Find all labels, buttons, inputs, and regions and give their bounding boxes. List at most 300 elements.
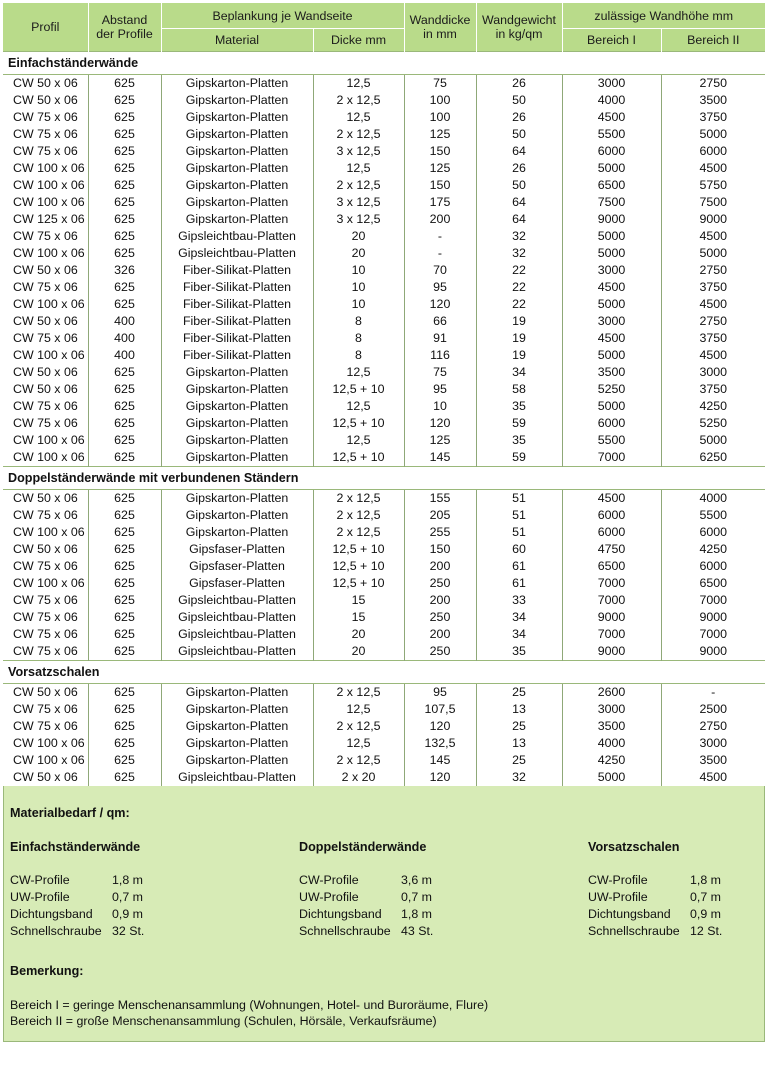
cell-wanddicke: - [404, 245, 476, 262]
table-row [3, 228, 765, 245]
table-row [3, 364, 765, 381]
cell-bereich1: 3000 [562, 75, 661, 93]
cell-dicke: 12,5 [313, 735, 404, 752]
cell-dicke: 10 [313, 279, 404, 296]
material-item-value: 0,9 m [690, 907, 721, 921]
cell-abstand: 625 [88, 490, 161, 508]
cell-material: Gipsleichtbau-Platten [161, 592, 313, 609]
cell-wanddicke: 125 [404, 160, 476, 177]
cell-bereich2: 6000 [661, 143, 765, 160]
col-header-abstand [88, 3, 161, 52]
cell-bereich2: 6500 [661, 575, 765, 592]
cell-profil: CW 75 x 06 [3, 626, 88, 643]
cell-bereich2: 7000 [661, 592, 765, 609]
cell-dicke: 2 x 12,5 [313, 177, 404, 194]
table-row [3, 490, 765, 508]
material-item [588, 923, 722, 940]
table-row [3, 245, 765, 262]
cell-bereich1: 4500 [562, 490, 661, 508]
col-header-bereich2: Bereich II [661, 29, 765, 52]
cell-bereich2: 9000 [661, 643, 765, 661]
material-item-value: 12 St. [690, 924, 723, 938]
cell-wanddicke: 120 [404, 415, 476, 432]
cell-abstand: 625 [88, 432, 161, 449]
cell-wandgewicht: 26 [476, 75, 562, 93]
cell-material: Gipsleichtbau-Platten [161, 609, 313, 626]
cell-abstand: 400 [88, 313, 161, 330]
cell-bereich2: 9000 [661, 609, 765, 626]
cell-bereich1: 5000 [562, 347, 661, 364]
cell-bereich2: 4500 [661, 160, 765, 177]
cell-abstand: 625 [88, 211, 161, 228]
cell-wanddicke: 145 [404, 752, 476, 769]
table-row [3, 398, 765, 415]
cell-material: Fiber-Silikat-Platten [161, 262, 313, 279]
cell-abstand: 625 [88, 126, 161, 143]
cell-profil: CW 75 x 06 [3, 507, 88, 524]
cell-wanddicke: 100 [404, 109, 476, 126]
section-header-row [3, 661, 765, 684]
cell-material: Fiber-Silikat-Platten [161, 296, 313, 313]
cell-wanddicke: 200 [404, 558, 476, 575]
cell-wanddicke: 70 [404, 262, 476, 279]
cell-wanddicke: 150 [404, 143, 476, 160]
cell-profil: CW 100 x 06 [3, 735, 88, 752]
material-item-label: CW-Profile [299, 873, 359, 887]
cell-abstand: 625 [88, 415, 161, 432]
cell-bereich1: 7000 [562, 626, 661, 643]
cell-profil: CW 75 x 06 [3, 330, 88, 347]
cell-bereich1: 5000 [562, 245, 661, 262]
material-group-title: Doppelständerwände [299, 840, 427, 854]
cell-dicke: 2 x 12,5 [313, 752, 404, 769]
col-header-material: Material [161, 29, 313, 52]
cell-abstand: 625 [88, 245, 161, 262]
material-item [299, 872, 432, 889]
cell-bereich2: 6250 [661, 449, 765, 467]
cell-bereich1: 4250 [562, 752, 661, 769]
cell-bereich2: 7500 [661, 194, 765, 211]
cell-abstand: 625 [88, 609, 161, 626]
cell-bereich1: 4500 [562, 279, 661, 296]
cell-bereich1: 7000 [562, 592, 661, 609]
cell-abstand: 625 [88, 92, 161, 109]
cell-abstand: 400 [88, 330, 161, 347]
cell-wanddicke: 120 [404, 769, 476, 786]
cell-wandgewicht: 59 [476, 415, 562, 432]
cell-material: Gipskarton-Platten [161, 684, 313, 702]
cell-bereich1: 4000 [562, 735, 661, 752]
cell-dicke: 20 [313, 228, 404, 245]
cell-profil: CW 100 x 06 [3, 449, 88, 467]
table-row [3, 296, 765, 313]
cell-dicke: 8 [313, 347, 404, 364]
table-row [3, 432, 765, 449]
material-item-value: 3,6 m [401, 873, 432, 887]
cell-bereich1: 9000 [562, 211, 661, 228]
cell-wanddicke: 100 [404, 92, 476, 109]
table-row [3, 347, 765, 364]
cell-wandgewicht: 35 [476, 432, 562, 449]
cell-bereich2: 2750 [661, 718, 765, 735]
cell-profil: CW 100 x 06 [3, 575, 88, 592]
cell-dicke: 8 [313, 330, 404, 347]
section-title: Vorsatzschalen [3, 661, 765, 684]
cell-material: Gipskarton-Platten [161, 177, 313, 194]
cell-material: Gipskarton-Platten [161, 432, 313, 449]
cell-abstand: 625 [88, 575, 161, 592]
cell-bereich2: 3750 [661, 279, 765, 296]
cell-abstand: 625 [88, 684, 161, 702]
cell-abstand: 625 [88, 109, 161, 126]
cell-bereich1: 4000 [562, 92, 661, 109]
cell-profil: CW 75 x 06 [3, 143, 88, 160]
cell-material: Gipskarton-Platten [161, 415, 313, 432]
cell-wandgewicht: 13 [476, 701, 562, 718]
table-row [3, 769, 765, 786]
cell-abstand: 326 [88, 262, 161, 279]
cell-material: Fiber-Silikat-Platten [161, 313, 313, 330]
cell-wandgewicht: 32 [476, 769, 562, 786]
cell-bereich1: 4500 [562, 109, 661, 126]
cell-abstand: 625 [88, 643, 161, 661]
cell-bereich2: 4500 [661, 347, 765, 364]
cell-profil: CW 75 x 06 [3, 398, 88, 415]
cell-bereich1: 6500 [562, 177, 661, 194]
material-item [588, 906, 721, 923]
material-item-value: 1,8 m [690, 873, 721, 887]
cell-dicke: 12,5 [313, 109, 404, 126]
cell-wanddicke: - [404, 228, 476, 245]
cell-bereich1: 3000 [562, 313, 661, 330]
cell-wanddicke: 107,5 [404, 701, 476, 718]
cell-wanddicke: 250 [404, 609, 476, 626]
cell-bereich2: 5000 [661, 126, 765, 143]
cell-bereich1: 6000 [562, 143, 661, 160]
cell-bereich2: - [661, 684, 765, 702]
cell-wanddicke: 200 [404, 626, 476, 643]
material-item-value: 1,8 m [401, 907, 432, 921]
material-item [10, 872, 143, 889]
cell-wanddicke: 75 [404, 364, 476, 381]
cell-bereich1: 3500 [562, 364, 661, 381]
cell-dicke: 2 x 20 [313, 769, 404, 786]
cell-material: Gipsfaser-Platten [161, 558, 313, 575]
material-item [588, 872, 721, 889]
cell-wandgewicht: 51 [476, 507, 562, 524]
cell-dicke: 2 x 12,5 [313, 126, 404, 143]
cell-wanddicke: 91 [404, 330, 476, 347]
cell-bereich1: 3500 [562, 718, 661, 735]
cell-bereich2: 5750 [661, 177, 765, 194]
table-row [3, 718, 765, 735]
table-row [3, 558, 765, 575]
cell-profil: CW 50 x 06 [3, 92, 88, 109]
cell-material: Gipskarton-Platten [161, 398, 313, 415]
cell-wandgewicht: 64 [476, 143, 562, 160]
cell-wandgewicht: 25 [476, 752, 562, 769]
table-body [3, 52, 765, 787]
cell-profil: CW 100 x 06 [3, 524, 88, 541]
material-item [10, 906, 143, 923]
cell-abstand: 625 [88, 449, 161, 467]
cell-wandgewicht: 34 [476, 364, 562, 381]
table-row [3, 643, 765, 661]
cell-abstand: 625 [88, 558, 161, 575]
cell-wanddicke: 125 [404, 126, 476, 143]
cell-profil: CW 100 x 06 [3, 245, 88, 262]
material-item-label: Dichtungsband [299, 907, 382, 921]
cell-bereich1: 6500 [562, 558, 661, 575]
cell-wanddicke: 66 [404, 313, 476, 330]
cell-profil: CW 75 x 06 [3, 718, 88, 735]
material-item-label: UW-Profile [299, 890, 359, 904]
material-item-value: 0,9 m [112, 907, 143, 921]
cell-wandgewicht: 13 [476, 735, 562, 752]
cell-material: Gipskarton-Platten [161, 160, 313, 177]
table-row [3, 160, 765, 177]
table-row [3, 279, 765, 296]
cell-bereich1: 5500 [562, 126, 661, 143]
cell-dicke: 3 x 12,5 [313, 194, 404, 211]
cell-abstand: 625 [88, 541, 161, 558]
cell-dicke: 2 x 12,5 [313, 507, 404, 524]
cell-bereich2: 2500 [661, 701, 765, 718]
table-row [3, 575, 765, 592]
cell-bereich1: 5000 [562, 228, 661, 245]
material-item-label: UW-Profile [588, 890, 648, 904]
cell-wandgewicht: 19 [476, 347, 562, 364]
table-row [3, 507, 765, 524]
cell-dicke: 12,5 [313, 160, 404, 177]
cell-wandgewicht: 64 [476, 211, 562, 228]
cell-profil: CW 50 x 06 [3, 75, 88, 93]
cell-profil: CW 50 x 06 [3, 262, 88, 279]
table-row [3, 194, 765, 211]
cell-profil: CW 75 x 06 [3, 279, 88, 296]
cell-abstand: 625 [88, 160, 161, 177]
cell-profil: CW 100 x 06 [3, 160, 88, 177]
cell-abstand: 625 [88, 75, 161, 93]
cell-bereich1: 6000 [562, 524, 661, 541]
cell-abstand: 625 [88, 718, 161, 735]
cell-material: Gipskarton-Platten [161, 194, 313, 211]
cell-wandgewicht: 58 [476, 381, 562, 398]
cell-bereich2: 9000 [661, 211, 765, 228]
cell-bereich1: 7500 [562, 194, 661, 211]
material-item-label: Dichtungsband [588, 907, 671, 921]
table-row [3, 735, 765, 752]
cell-material: Gipsleichtbau-Platten [161, 769, 313, 786]
cell-material: Gipsfaser-Platten [161, 541, 313, 558]
cell-profil: CW 75 x 06 [3, 109, 88, 126]
cell-wanddicke: 250 [404, 575, 476, 592]
material-item-value: 0,7 m [112, 890, 143, 904]
table-row [3, 143, 765, 160]
cell-profil: CW 75 x 06 [3, 415, 88, 432]
cell-wandgewicht: 61 [476, 558, 562, 575]
cell-profil: CW 50 x 06 [3, 541, 88, 558]
cell-wanddicke: 10 [404, 398, 476, 415]
material-item [299, 906, 432, 923]
section-header-row [3, 52, 765, 75]
cell-bereich2: 5000 [661, 432, 765, 449]
cell-profil: CW 50 x 06 [3, 313, 88, 330]
material-item [10, 889, 143, 906]
cell-bereich2: 3500 [661, 752, 765, 769]
material-item-label: Schnellschraube [10, 924, 102, 938]
cell-bereich1: 4750 [562, 541, 661, 558]
cell-dicke: 12,5 + 10 [313, 415, 404, 432]
cell-dicke: 12,5 [313, 364, 404, 381]
cell-profil: CW 50 x 06 [3, 490, 88, 508]
cell-bereich1: 9000 [562, 643, 661, 661]
cell-wanddicke: 75 [404, 75, 476, 93]
cell-bereich2: 2750 [661, 313, 765, 330]
cell-wandgewicht: 50 [476, 177, 562, 194]
cell-material: Gipsleichtbau-Platten [161, 228, 313, 245]
material-item-value: 43 St. [401, 924, 434, 938]
material-item-value: 32 St. [112, 924, 145, 938]
cell-wandgewicht: 22 [476, 296, 562, 313]
table-row [3, 109, 765, 126]
material-item [10, 923, 144, 940]
material-group-title: Vorsatzschalen [588, 840, 680, 854]
cell-dicke: 15 [313, 609, 404, 626]
cell-dicke: 12,5 + 10 [313, 575, 404, 592]
cell-profil: CW 75 x 06 [3, 126, 88, 143]
cell-dicke: 20 [313, 626, 404, 643]
material-item [588, 889, 721, 906]
table-row [3, 449, 765, 467]
cell-wandgewicht: 50 [476, 92, 562, 109]
cell-bereich1: 6000 [562, 415, 661, 432]
cell-material: Gipskarton-Platten [161, 701, 313, 718]
cell-material: Gipskarton-Platten [161, 718, 313, 735]
cell-bereich1: 2600 [562, 684, 661, 702]
cell-material: Gipskarton-Platten [161, 75, 313, 93]
cell-wandgewicht: 26 [476, 109, 562, 126]
table-row [3, 177, 765, 194]
cell-dicke: 15 [313, 592, 404, 609]
cell-abstand: 625 [88, 143, 161, 160]
cell-wandgewicht: 25 [476, 718, 562, 735]
cell-bereich1: 5250 [562, 381, 661, 398]
material-item [299, 889, 432, 906]
cell-bereich2: 4500 [661, 769, 765, 786]
footer-panel [3, 786, 765, 1042]
cell-dicke: 3 x 12,5 [313, 143, 404, 160]
cell-wanddicke: 150 [404, 177, 476, 194]
cell-material: Gipsleichtbau-Platten [161, 245, 313, 262]
table-row [3, 524, 765, 541]
cell-material: Gipskarton-Platten [161, 507, 313, 524]
cell-wandgewicht: 34 [476, 609, 562, 626]
cell-dicke: 12,5 + 10 [313, 381, 404, 398]
cell-bereich1: 9000 [562, 609, 661, 626]
cell-bereich1: 5000 [562, 398, 661, 415]
cell-abstand: 625 [88, 177, 161, 194]
cell-material: Fiber-Silikat-Platten [161, 347, 313, 364]
cell-material: Gipskarton-Platten [161, 109, 313, 126]
cell-bereich1: 5000 [562, 160, 661, 177]
cell-wanddicke: 250 [404, 643, 476, 661]
cell-bereich2: 4000 [661, 490, 765, 508]
cell-material: Gipskarton-Platten [161, 449, 313, 467]
cell-bereich1: 7000 [562, 449, 661, 467]
cell-material: Gipskarton-Platten [161, 143, 313, 160]
cell-dicke: 20 [313, 643, 404, 661]
cell-profil: CW 75 x 06 [3, 701, 88, 718]
cell-material: Gipskarton-Platten [161, 92, 313, 109]
wall-height-document [3, 3, 765, 1042]
cell-wandgewicht: 64 [476, 194, 562, 211]
section-title: Einfachständerwände [3, 52, 765, 75]
cell-bereich2: 3000 [661, 364, 765, 381]
cell-wandgewicht: 19 [476, 330, 562, 347]
cell-profil: CW 100 x 06 [3, 177, 88, 194]
cell-wandgewicht: 33 [476, 592, 562, 609]
cell-abstand: 400 [88, 347, 161, 364]
cell-dicke: 10 [313, 296, 404, 313]
cell-bereich2: 4250 [661, 541, 765, 558]
col-header-wandgewicht-line1: Wandgewicht [482, 13, 556, 27]
material-item-value: 0,7 m [690, 890, 721, 904]
cell-material: Gipskarton-Platten [161, 752, 313, 769]
cell-wandgewicht: 60 [476, 541, 562, 558]
table-row [3, 381, 765, 398]
cell-profil: CW 100 x 06 [3, 296, 88, 313]
cell-material: Gipskarton-Platten [161, 735, 313, 752]
table-row [3, 211, 765, 228]
cell-bereich2: 3750 [661, 109, 765, 126]
table-row [3, 313, 765, 330]
cell-abstand: 625 [88, 194, 161, 211]
material-item-value: 0,7 m [401, 890, 432, 904]
cell-wanddicke: 120 [404, 296, 476, 313]
section-title: Doppelständerwände mit verbundenen Ständern [3, 467, 765, 490]
col-header-beplankung: Beplankung je Wandseite [161, 3, 404, 29]
cell-profil: CW 100 x 06 [3, 432, 88, 449]
table-row [3, 415, 765, 432]
cell-material: Gipsleichtbau-Platten [161, 626, 313, 643]
table-row [3, 592, 765, 609]
cell-profil: CW 75 x 06 [3, 592, 88, 609]
cell-profil: CW 50 x 06 [3, 364, 88, 381]
col-header-abstand-line1: Abstand [101, 13, 148, 27]
cell-wanddicke: 95 [404, 684, 476, 702]
cell-dicke: 12,5 + 10 [313, 449, 404, 467]
cell-material: Gipsfaser-Platten [161, 575, 313, 592]
cell-abstand: 625 [88, 626, 161, 643]
cell-profil: CW 50 x 06 [3, 381, 88, 398]
cell-dicke: 2 x 12,5 [313, 684, 404, 702]
table-row [3, 684, 765, 702]
cell-dicke: 3 x 12,5 [313, 211, 404, 228]
col-header-wanddicke [404, 3, 476, 52]
table-row [3, 609, 765, 626]
table-row [3, 75, 765, 93]
table-row [3, 541, 765, 558]
cell-bereich2: 3000 [661, 735, 765, 752]
cell-profil: CW 50 x 06 [3, 769, 88, 786]
cell-wanddicke: 200 [404, 592, 476, 609]
cell-wandgewicht: 51 [476, 490, 562, 508]
col-header-abstand-line2: der Profile [96, 27, 153, 41]
cell-profil: CW 100 x 06 [3, 752, 88, 769]
cell-bereich2: 7000 [661, 626, 765, 643]
cell-abstand: 625 [88, 279, 161, 296]
